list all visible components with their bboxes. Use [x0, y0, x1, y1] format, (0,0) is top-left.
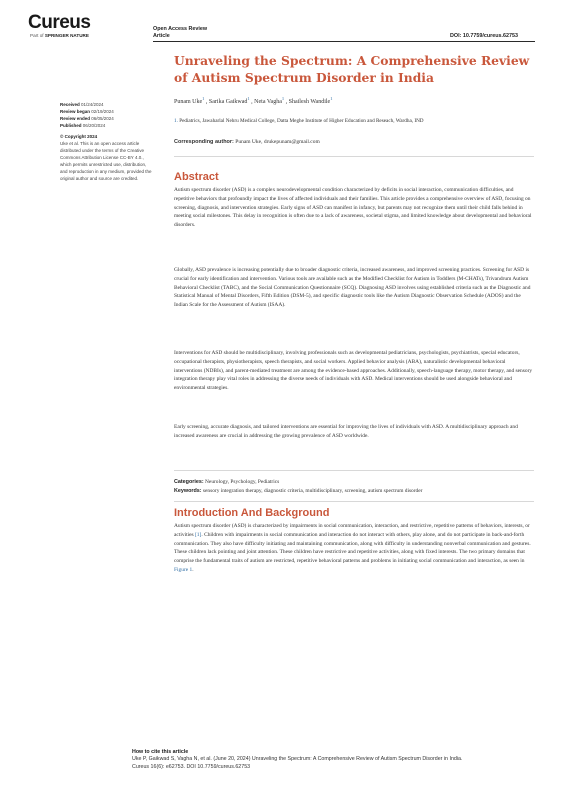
header-divider — [153, 41, 535, 42]
author-name[interactable]: Punam Uke — [174, 99, 203, 105]
introduction-heading: Introduction And Background — [174, 507, 330, 519]
cureus-logo: Cureus — [28, 12, 91, 33]
citation-link[interactable]: [1] — [195, 531, 202, 538]
keywords: Keywords: sensory integration therapy, diagnostic criteria, multidisciplinary, screening, autism spectrum disorder — [174, 488, 423, 494]
affiliation: 1. Pediatrics, Jawaharlal Nehru Medical College, Datta Meghe Institute of Higher Education and Reseach, Wardha, IND — [174, 118, 424, 124]
divider — [174, 501, 534, 502]
divider — [174, 156, 534, 157]
author-list: Punam Uke$^1$ , Sarika Gaikwad$^1$ , Neta Vagha$^1$ , Shailesh Wandile$^1$ — [174, 96, 333, 105]
author-name[interactable]: Neta Vagha — [254, 99, 282, 105]
figure-link[interactable]: Figure 1 — [174, 566, 193, 573]
introduction-paragraph: Autism spectrum disorder (ASD) is characterized by impairments in social communication, interaction, and restrictive, repetitive patterns of behaviors, interests, or activities [1]. Children with impairments in social communication and interaction do not interact with others, play alone, and do not participate in back-and-forth communication. They also have difficulty initiating and maintaining communication, along with difficulty in understanding nonverbal communication and gestures. These children lack pointing and joint attention. These children have restrictive and repetitive activities, along with fixed interests. The two primary domains that comprise the fundamental traits of autism are restricted, repetitive behavioral patterns and problems in initiating social communication and interaction, as seen in Figure 1. — [174, 523, 531, 573]
corresponding-email[interactable]: Punam Uke, drukepunam@gmail.com — [235, 139, 320, 145]
abstract-paragraph: Autism spectrum disorder (ASD) is a complex neurodevelopmental condition characterized by deficits in social interaction, communication difficulties, and repetitive behaviors that profoundly impact the lives of affected individuals and their families. This article provides a comprehensive overview of ASD, focusing on screening, diagnosis, and intervention strategies. Early signs of ASD can manifest in infancy, but parents may not recognize them until their child falls behind in meeting social milestones. This delay in recognition is often due to a lack of awareness, societal stigma, and limited knowledge about developmental and behavioral disorders. — [174, 187, 532, 229]
categories: Categories: Neurology, Psychology, Pediatrics — [174, 479, 280, 485]
copyright-notice: © Copyright 2024 Uke et al. This is an open access article distributed under the terms of the Creative Commons Attribution License CC-BY 4.0., which permits unrestricted use, distribution, and reproduction in any medium, provided the original author and source are credited. — [60, 134, 152, 181]
abstract-heading: Abstract — [174, 171, 219, 183]
logo-subtitle: Part of SPRINGER NATURE — [30, 33, 89, 38]
divider — [174, 470, 534, 471]
author-name[interactable]: Sarika Gaikwad — [208, 99, 248, 105]
access-label: Open Access Review — [153, 26, 208, 32]
article-title: Unraveling the Spectrum: A Comprehensive Review of Autism Spectrum Disorder in India — [174, 53, 530, 85]
article-dates: Received 01/24/2024 Review began 02/19/2024 Review ended 06/05/2024 Published 06/20/2024 © Copyright 2024 Uke et al. This is an open access article distributed under the terms of the Creative Commons Attribution License CC-BY 4.0., which permits unrestricted use, distribution, and reproduction in any medium, provided the original author and source are credited. — [60, 101, 155, 182]
corresponding-author: Corresponding author: Punam Uke, drukepunam@gmail.com — [174, 139, 320, 145]
abstract-paragraph: Interventions for ASD should be multidisciplinary, involving professionals such as developmental pediatricians, psychologists, psychiatrists, special educators, occupational therapists, physiotherapists, speech therapists, and social workers. Applied behavior analysis (ABA), naturalistic developmental behavioral interventions (NDBIs), and parent-mediated treatment are among the evidence-based approaches. Additionally, speech-language therapy, motor therapy, and sensory integration therapy play vital roles in addressing the diverse needs of individuals with ASD. Medical interventions should be used alongside behavioral and environmental strategies. — [174, 350, 533, 392]
doi-header[interactable]: DOI: 10.7759/cureus.62753 — [450, 33, 519, 39]
citation-footer: How to cite this article Uke P, Gaikwad S, Vagha N, et al. (June 20, 2024) Unraveling the Spectrum: A Comprehensive Review of Autism Spectrum Disorder in India. Cureus 16(6): e62753. DOI 10.7759/cureus.62753 — [132, 749, 463, 770]
abstract-paragraph: Globally, ASD prevalence is increasing potentially due to broader diagnostic criteria, increased awareness, and improved screening practices. Screening for ASD is crucial for early identification and intervention. Various tools are available such as the Modified Checklist for Autism in Toddlers (M-CHATs), Trivandrum Autism Behavioral Checklist (TABC), and the Social Communication Questionnaire (SCQ). Diagnosing ASD involves using established criteria such as the Diagnostic and Statistical Manual of Mental Disorders, Fifth Edition (DSM-5), and specific diagnostic tools like the Autism Diagnostic Observation Schedule (ADOS) and the Indian Scale for the Assessment of Autism (ISAA). — [174, 267, 531, 309]
abstract-paragraph: Early screening, accurate diagnosis, and tailored interventions are essential for improving the lives of individuals with ASD. A multidisciplinary approach and increased awareness are crucial in addressing the growing prevalence of ASD worldwide. — [174, 424, 518, 439]
author-name[interactable]: Shailesh Wandile — [288, 99, 331, 105]
article-type: Article — [153, 33, 170, 39]
